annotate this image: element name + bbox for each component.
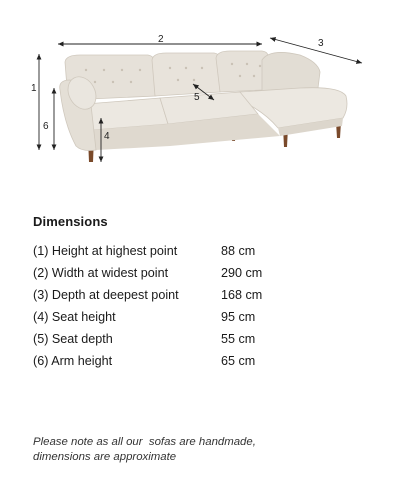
dimensions-heading: Dimensions — [33, 214, 108, 229]
dimension-value: 168 cm — [221, 288, 263, 302]
dimension-row — [33, 288, 333, 310]
dimension-label: (3) Depth at deepest point — [33, 288, 179, 302]
callout-arm-height: 6 — [43, 121, 49, 132]
callout-width: 2 — [158, 34, 164, 45]
dimension-label: (5) Seat depth — [33, 332, 113, 346]
callout-seat-height: 4 — [104, 131, 110, 142]
callout-height: 1 — [31, 83, 37, 94]
dimension-row — [33, 354, 333, 376]
dimension-label: (2) Width at widest point — [33, 266, 169, 280]
sofa-dimension-diagram — [0, 0, 400, 200]
dimensions-list — [33, 244, 333, 376]
dimension-row — [33, 266, 333, 288]
dimension-label: (4) Seat height — [33, 310, 116, 324]
note-line: dimensions are approximate — [33, 451, 177, 463]
dimension-value: 290 cm — [221, 266, 263, 280]
dimension-value: 88 cm — [221, 244, 256, 258]
dimension-row — [33, 244, 333, 266]
sofa-illustration — [60, 51, 347, 162]
callout-depth: 3 — [318, 38, 324, 49]
dimension-value: 55 cm — [221, 332, 256, 346]
dimension-row — [33, 332, 333, 354]
dimension-row — [33, 310, 333, 332]
dimension-value: 65 cm — [221, 354, 256, 368]
note-line: Please note as all our sofas are handmade, — [33, 436, 256, 448]
handmade-note — [33, 435, 373, 465]
dimension-label: (1) Height at highest point — [33, 244, 178, 258]
callout-seat-depth: 5 — [194, 92, 200, 103]
dimension-value: 95 cm — [221, 310, 256, 324]
dimension-label: (6) Arm height — [33, 354, 113, 368]
